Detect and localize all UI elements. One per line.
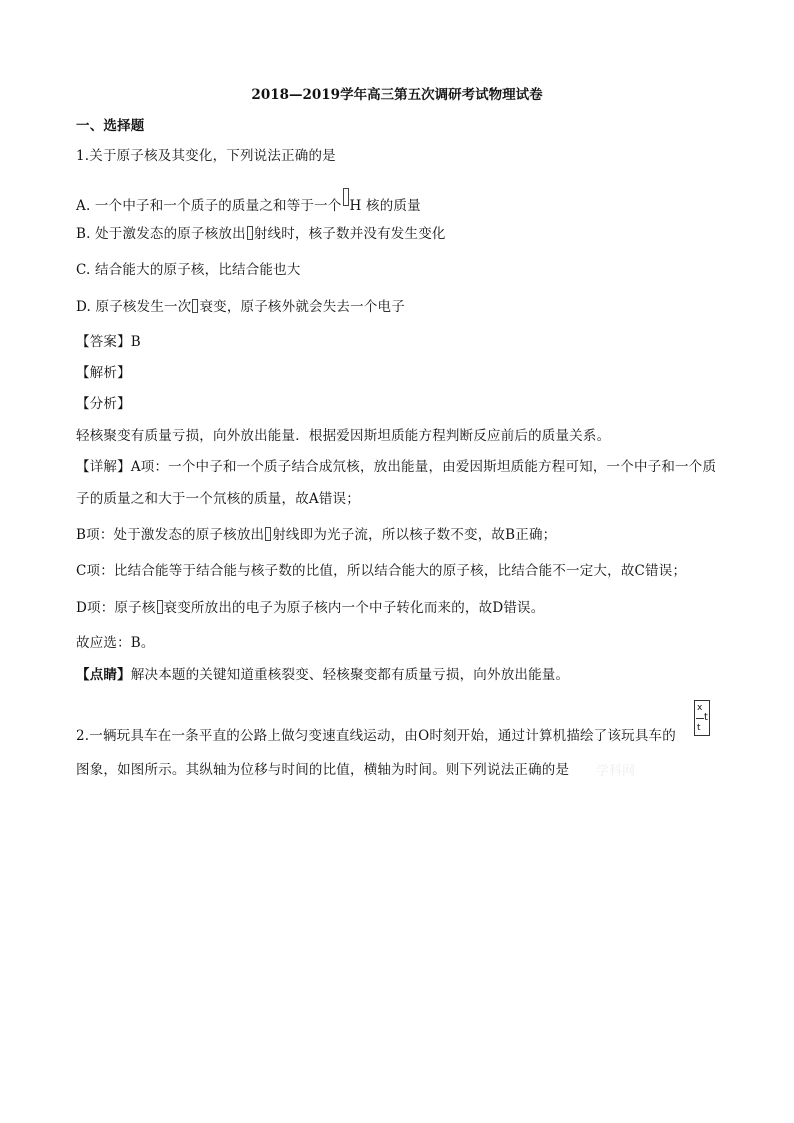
- frac-bar: [696, 718, 704, 719]
- detail-d-text-end: 衰变所放出的电子为原子核内一个中子转化而来的，故D错误。: [163, 600, 545, 616]
- dianjing-text: 解决本题的关键知道重核裂变、轻核聚变都有质量亏损，向外放出能量。: [130, 667, 570, 683]
- frac-tail: t: [704, 712, 708, 723]
- detail-b: [76, 526, 556, 544]
- q1-option-b: [76, 225, 446, 243]
- option-d-text: D. 原子核发生一次: [76, 299, 192, 315]
- jiexi-label: 【解析】: [76, 365, 131, 381]
- fraction-x-over-t: [694, 700, 710, 736]
- formula-placeholder-icon: [343, 188, 349, 206]
- detail-c: C项：比结合能等于结合能与核子数的比值，所以结合能大的原子核，比结合能不一定大，故C错误；: [76, 563, 687, 579]
- formula-placeholder-icon: [247, 226, 253, 240]
- frac-denominator: t: [697, 723, 701, 733]
- analysis-text: 轻核聚变有质量亏损，向外放出能量．根据爱因斯坦质能方程判断反应前后的质量关系。: [76, 428, 611, 444]
- detail-a-text: A项：一个中子和一个质子结合成氘核，放出能量，由爱因斯坦质能方程可知，一个中子和一个质: [130, 459, 717, 475]
- option-b-text-end: 射线时，核子数并没有发生变化: [253, 226, 446, 242]
- q2-line1: 2.一辆玩具车在一条平直的公路上做匀变速直线运动，由O时刻开始，通过计算机描绘了该玩具车的: [76, 728, 676, 744]
- dianjing: [76, 666, 569, 684]
- option-b-text: B. 处于激发态的原子核放出: [76, 226, 246, 242]
- frac-numerator: x: [697, 703, 703, 713]
- detail-a-line1: [76, 458, 716, 476]
- conclusion-text: 故应选：B。: [76, 635, 155, 651]
- section-heading: 一、选择题: [76, 118, 145, 134]
- page-title: 2018—2019学年高三第五次调研考试物理试卷: [251, 87, 543, 103]
- detail-a-line2: 子的质量之和大于一个氘核的质量，故A错误；: [76, 491, 360, 507]
- dianjing-tag: 【点睛】: [76, 667, 131, 683]
- option-d-text-end: 衰变，原子核外就会失去一个电子: [199, 299, 405, 315]
- fenxi-label: 【分析】: [76, 396, 131, 412]
- q1-option-d: [76, 298, 405, 316]
- option-a-text: A. 一个中子和一个质子的质量之和等于一个: [76, 198, 342, 214]
- q2-line2: 图象，如图所示。其纵轴为位移与时间的比值，横轴为时间。则下列说法正确的是: [76, 762, 570, 778]
- formula-placeholder-icon: [157, 600, 163, 614]
- detail-tag: 【详解】: [76, 459, 131, 475]
- answer-label: 【答案】B: [76, 334, 141, 350]
- q1-option-c: C. 结合能大的原子核，比结合能也大: [76, 262, 301, 278]
- detail-b-text-end: 射线即为光子流，所以核子数不变，故B正确；: [272, 527, 557, 543]
- detail-d: [76, 599, 544, 617]
- q1-stem: 1.关于原子核及其变化，下列说法正确的是: [76, 148, 336, 164]
- formula-placeholder-icon: [265, 527, 271, 541]
- formula-placeholder-icon: [192, 299, 198, 313]
- detail-d-text: D项：原子核: [76, 600, 156, 616]
- watermark: 学科网: [596, 764, 636, 779]
- detail-b-text: B项：处于激发态的原子核放出: [76, 527, 265, 543]
- option-a-text-end: H 核的质量: [349, 198, 421, 214]
- q1-option-a: [76, 188, 421, 215]
